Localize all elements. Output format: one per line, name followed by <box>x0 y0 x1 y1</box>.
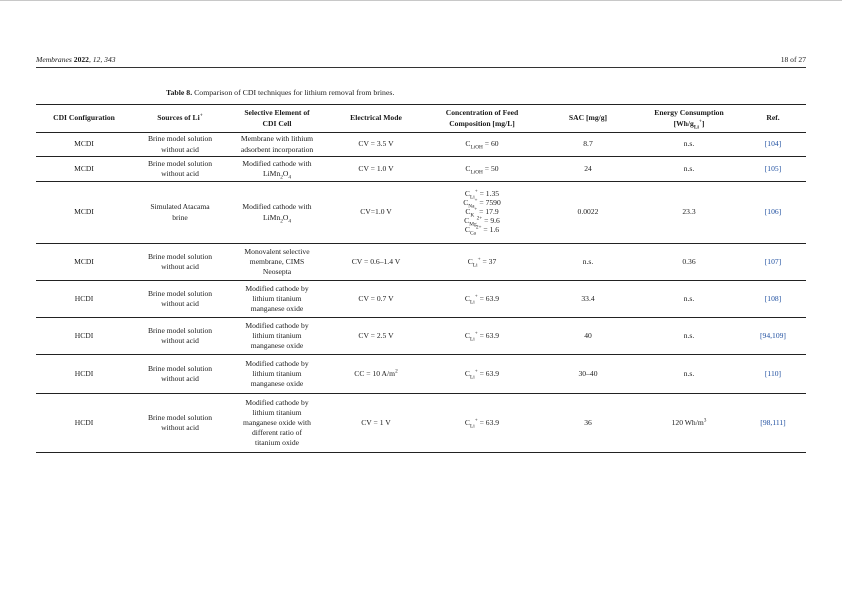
cell-sac: 24 <box>538 157 638 182</box>
table-body <box>36 133 806 453</box>
table-row <box>36 133 806 157</box>
cell-electrical-mode: CC = 10 $A/m^2$ <box>326 355 426 394</box>
cell-cdi-configuration: HCDI <box>36 318 132 355</box>
cell-sac: 36 <box>538 394 638 453</box>
table-row <box>36 182 806 244</box>
table-caption-label: Table 8. <box>166 88 193 97</box>
cell-li-source: Brine model solution without acid <box>132 157 228 182</box>
cell-sac: 30–40 <box>538 355 638 394</box>
journal-name: Membranes <box>36 54 72 64</box>
cell-electrical-mode: CV = 0.7 V <box>326 281 426 318</box>
cell-cdi-configuration: MCDI <box>36 182 132 244</box>
cell-reference[interactable]: [107] <box>740 244 806 281</box>
column-header-electrical-mode: Electrical Mode <box>326 105 426 133</box>
column-header-li-source: Sources of Li+ <box>132 105 228 133</box>
cell-feed-concentration: $C_{Li}^+ = 63.9$ <box>426 355 538 394</box>
table-row <box>36 394 806 453</box>
cell-electrical-mode: CV = 0.6–1.4 V <box>326 244 426 281</box>
cell-reference[interactable]: [104] <box>740 133 806 157</box>
cell-cdi-configuration: MCDI <box>36 157 132 182</box>
cell-reference[interactable]: [108] <box>740 281 806 318</box>
cell-sac: 8.7 <box>538 133 638 157</box>
cell-electrical-mode: CV = 1 V <box>326 394 426 453</box>
table-row <box>36 281 806 318</box>
table-row <box>36 318 806 355</box>
cell-cdi-configuration: HCDI <box>36 355 132 394</box>
cell-energy-consumption: n.s. <box>638 318 740 355</box>
cell-energy-consumption: n.s. <box>638 281 740 318</box>
cell-li-source: Brine model solution without acid <box>132 281 228 318</box>
table-caption-text: Comparison of CDI techniques for lithium removal from brines. <box>192 88 395 97</box>
page-number: 18 of 27 <box>780 54 806 64</box>
cell-li-source: Brine model solution without acid <box>132 244 228 281</box>
cell-sac: 0.0022 <box>538 182 638 244</box>
cell-reference[interactable]: [110] <box>740 355 806 394</box>
column-header-sac: SAC [mg/g] <box>538 105 638 133</box>
cell-energy-consumption: 23.3 <box>638 182 740 244</box>
top-border-line <box>0 0 842 1</box>
journal-citation <box>36 55 116 64</box>
cell-li-source: Brine model solution without acid <box>132 318 228 355</box>
cell-feed-concentration: $C_{LiOH} = 50$ <box>426 157 538 182</box>
table-row <box>36 157 806 182</box>
cell-feed-concentration: $C_{Li}^+ = 63.9$ <box>426 281 538 318</box>
cell-energy-consumption: 120 $Wh/m^3$ <box>638 394 740 453</box>
table-row <box>36 355 806 394</box>
cell-reference[interactable]: [106] <box>740 182 806 244</box>
column-header-feed-concentration: Concentration of Feed Composition [mg/L] <box>426 105 538 133</box>
cell-cdi-configuration: MCDI <box>36 244 132 281</box>
cell-li-source: Brine model solution without acid <box>132 394 228 453</box>
cell-reference[interactable]: [94,109] <box>740 318 806 355</box>
column-header-cdi-configuration: CDI Configuration <box>36 105 132 133</box>
cdi-comparison-table <box>36 104 806 453</box>
cell-li-source: Brine model solution without acid <box>132 355 228 394</box>
column-header-selective-element: Selective Element of CDI Cell <box>228 105 326 133</box>
cell-reference[interactable]: [105] <box>740 157 806 182</box>
cell-feed-concentration: $C_{Li}^+ = 37$ <box>426 244 538 281</box>
cell-selective-element: Modified cathode by lithium titanium manganese oxide with different ratio of titanium oxide <box>228 394 326 453</box>
cell-selective-element: Modified cathode by lithium titanium manganese oxide <box>228 355 326 394</box>
cell-sac: 40 <box>538 318 638 355</box>
cell-selective-element: Modified cathode by lithium titanium manganese oxide <box>228 281 326 318</box>
cell-li-source: Brine model solution without acid <box>132 133 228 157</box>
cell-electrical-mode: CV=1.0 V <box>326 182 426 244</box>
cell-energy-consumption: n.s. <box>638 157 740 182</box>
cell-feed-concentration: $C_{LiOH} = 60$ <box>426 133 538 157</box>
cell-electrical-mode: CV = 2.5 V <box>326 318 426 355</box>
cell-electrical-mode: CV = 1.0 V <box>326 157 426 182</box>
cell-selective-element: Modified cathode with $LiMn_2O_4$ <box>228 182 326 244</box>
cell-sac: 33.4 <box>538 281 638 318</box>
cell-sac: n.s. <box>538 244 638 281</box>
cell-reference[interactable]: [98,111] <box>740 394 806 453</box>
cell-energy-consumption: 0.36 <box>638 244 740 281</box>
cell-cdi-configuration: MCDI <box>36 133 132 157</box>
cell-feed-concentration: $C_{Li}^+ = 63.9$ <box>426 394 538 453</box>
cell-feed-concentration: $C_{Li}^+ = 1.35$ $C_{Na}^+ = 7590$ $C_K^+ = 17.9$ $C_{Mg}^{2+} = 9.6$ $C_{Ca}^{2+} = 1.6$ <box>426 182 538 244</box>
cell-energy-consumption: n.s. <box>638 355 740 394</box>
header-rule <box>36 67 806 68</box>
cell-selective-element: Modified cathode by lithium titanium manganese oxide <box>228 318 326 355</box>
table-row <box>36 244 806 281</box>
cell-selective-element: Membrane with lithium adsorbent incorporation <box>228 133 326 157</box>
table-caption <box>166 88 394 97</box>
journal-volume: , 12, 343 <box>88 54 116 64</box>
page-header <box>36 52 806 66</box>
table-header-row <box>36 105 806 133</box>
column-header-reference: Ref. <box>740 105 806 133</box>
cell-cdi-configuration: HCDI <box>36 394 132 453</box>
cell-li-source: Simulated Atacama brine <box>132 182 228 244</box>
cell-selective-element: Modified cathode with $LiMn_2O_4$ <box>228 157 326 182</box>
cell-energy-consumption: n.s. <box>638 133 740 157</box>
cell-selective-element: Monovalent selective membrane, CIMS Neosepta <box>228 244 326 281</box>
cell-cdi-configuration: HCDI <box>36 281 132 318</box>
cell-electrical-mode: CV = 3.5 V <box>326 133 426 157</box>
cell-feed-concentration: $C_{Li}^+ = 63.9$ <box>426 318 538 355</box>
column-header-energy-consumption: Energy Consumption $[Wh/g_{Li}^+]$ <box>638 105 740 133</box>
journal-year: 2022 <box>73 54 89 64</box>
